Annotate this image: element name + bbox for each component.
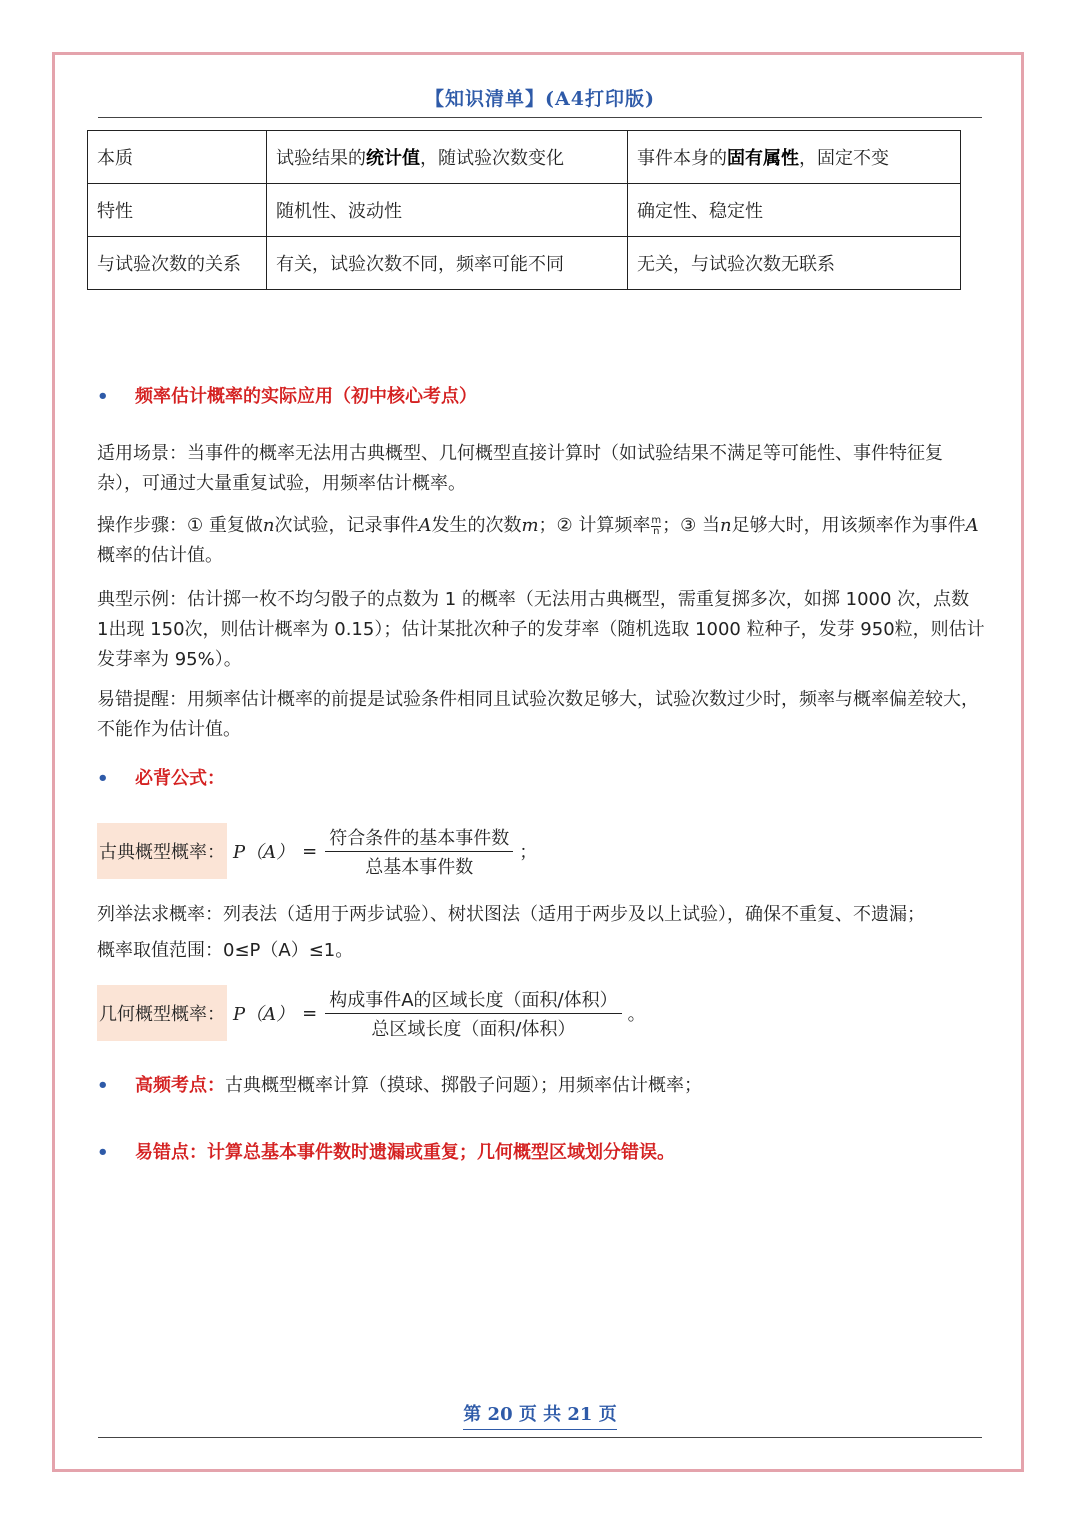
probability-cell: 事件本身的固有属性，固定不变	[628, 131, 961, 184]
probability-cell: 无关，与试验次数无联系	[628, 237, 961, 290]
formulas-section-heading: • 必背公式：	[97, 768, 225, 789]
bullet-dot-icon: •	[97, 768, 109, 789]
table-row	[88, 237, 961, 290]
row-label: 与试验次数的关系	[88, 237, 267, 290]
formula-label: 几何概型概率：	[97, 985, 227, 1041]
row-label: 特性	[88, 184, 267, 237]
formula-label: 古典概型概率：	[97, 823, 227, 879]
frequency-cell: 有关，试验次数不同，频率可能不同	[267, 237, 628, 290]
steps-paragraph: 操作步骤：① 重复做n次试验，记录事件A发生的次数m；② 计算频率 $\frac{m}{n}$；③ 当n足够大时，用该频率作为事件A概率的估计值。	[97, 514, 979, 566]
formula-fraction: $\frac{\text{符合条件的基本事件数}}{\text{总基本事件数}}$	[325, 824, 513, 879]
geometric-probability-formula: 几何概型概率： P（A） = $\frac{\text{构成事件A的区域长度（面积/体积）}}{\text{总区域长度（面积/体积）}}$ 。	[97, 985, 646, 1041]
table-row	[88, 184, 961, 237]
bullet-dot-icon: •	[97, 1075, 109, 1096]
classical-probability-formula: 古典概型概率： P（A） = $\frac{\text{符合条件的基本事件数}}{\text{总基本事件数}}$ ；	[97, 823, 537, 879]
bullet-dot-icon: •	[97, 386, 109, 407]
application-section-heading: • 频率估计概率的实际应用（初中核心考点）	[97, 386, 477, 407]
frequency-fraction: $\frac{m}{n}$	[651, 514, 662, 537]
footer-divider	[98, 1437, 982, 1438]
row-label: 本质	[88, 131, 267, 184]
table-row	[88, 131, 961, 184]
error-prone-points: • 易错点：计算总基本事件数时遗漏或重复；几何概型区域划分错误。	[97, 1142, 675, 1163]
header-divider	[98, 117, 982, 118]
frequency-probability-table	[87, 130, 961, 290]
high-frequency-topics: • 高频考点：古典概型概率计算（摸球、掷骰子问题）；用频率估计概率；	[97, 1075, 702, 1096]
range-paragraph: 概率取值范围：0≤P（A）≤1。	[97, 940, 354, 961]
formula-fraction: $\frac{\text{构成事件A的区域长度（面积/体积）}}{\text{总区域长度（面积/体积）}}$	[325, 986, 621, 1041]
bullet-dot-icon: •	[97, 1142, 109, 1163]
probability-cell: 确定性、稳定性	[628, 184, 961, 237]
enumeration-paragraph: 列举法求概率：列表法（适用于两步试验）、树状图法（适用于两步及以上试验），确保不重复、不遗漏；	[97, 904, 925, 925]
frequency-cell: 随机性、波动性	[267, 184, 628, 237]
mistake-tip-paragraph: 易错提醒：用频率估计概率的前提是试验条件相同且试验次数足够大，试验次数过少时，频率与概率偏差较大，不能作为估计值。	[97, 689, 979, 740]
example-paragraph: 典型示例：估计掷一枚不均匀骰子的点数为 1 的概率（无法用古典概型，需重复掷多次，如掷 1000 次，点数 1出现 150次，则估计概率为 0.15）；估计某批次种子的发芽率（随机选取 1000 粒种子，发芽 950粒，则估计发芽率为 95%）。	[97, 589, 985, 670]
page-header-title: 【知识清单】(A4打印版)	[425, 88, 655, 110]
frequency-cell: 试验结果的统计值，随试验次数变化	[267, 131, 628, 184]
scenario-paragraph: 适用场景：当事件的概率无法用古典概型、几何概型直接计算时（如试验结果不满足等可能性、事件特征复杂），可通过大量重复试验，用频率估计概率。	[97, 443, 943, 494]
page-number: 第 20 页 共 21 页	[0, 1400, 1080, 1426]
